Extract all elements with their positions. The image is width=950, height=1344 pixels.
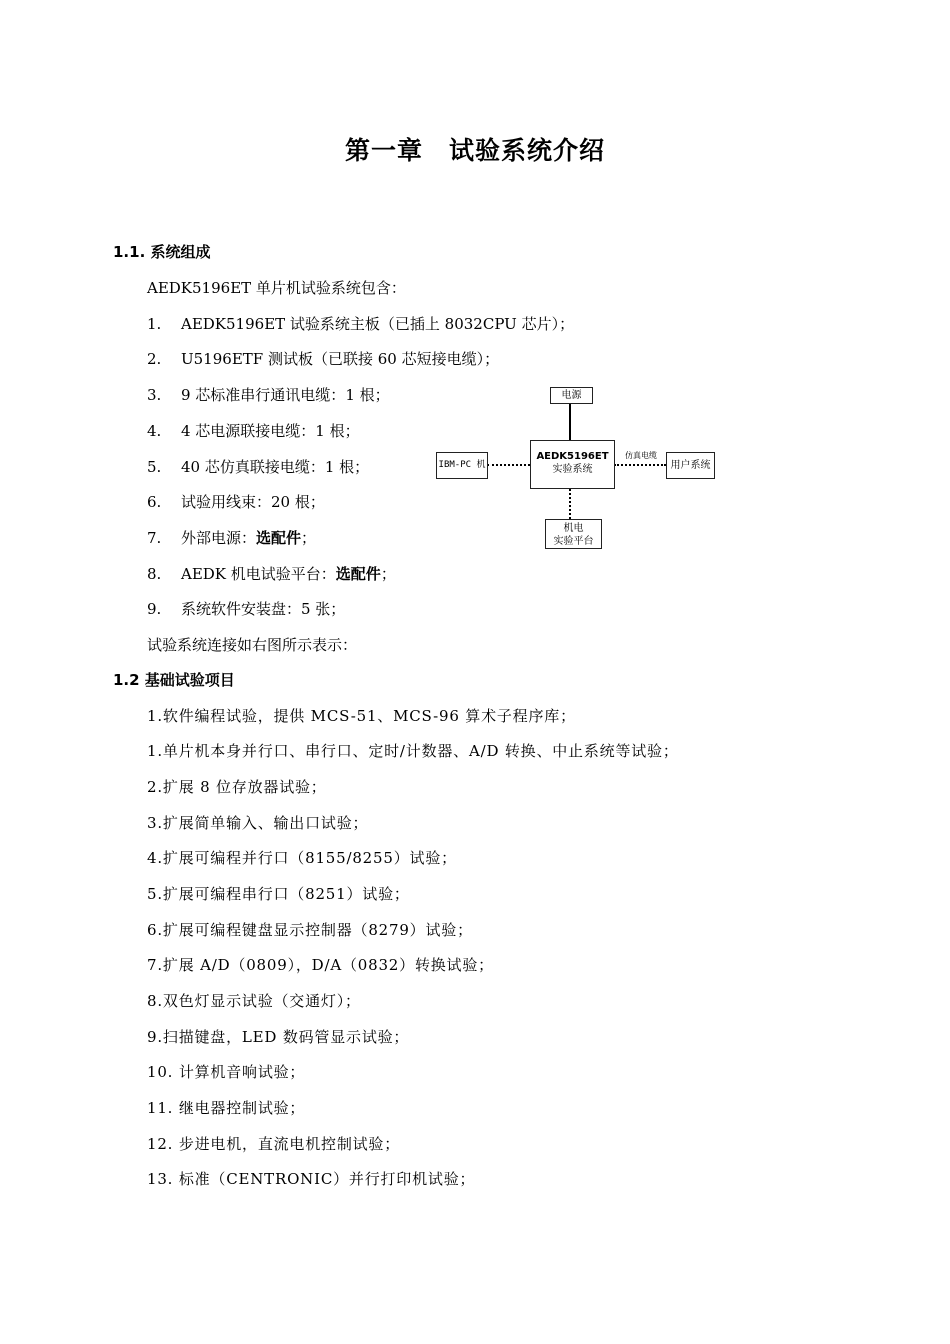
optional-label: 选配件 — [335, 565, 381, 583]
platform-line2: 实验平台 — [553, 536, 594, 547]
experiment-item: 13. 标准（CENTRONIC）并行打印机试验； — [147, 1170, 476, 1188]
pc-link — [487, 464, 530, 466]
list-item-number: 7. — [147, 529, 162, 547]
experiment-item: 8.双色灯显示试验（交通灯）； — [147, 992, 361, 1010]
experiment-item: 6.扩展可编程键盘显示控制器（8279）试验； — [147, 921, 473, 939]
main-system-name: AEDK5196ET — [536, 451, 609, 462]
experiment-item: 7.扩展 A/D（0809），D/A（0832）转换试验； — [147, 956, 494, 974]
list-item-text: AEDK5196ET 试验系统主板（已插上 8032CPU 芯片）； — [181, 315, 575, 333]
list-item-text: AEDK 机电试验平台： — [181, 565, 336, 583]
experiment-item: 10. 计算机音响试验； — [147, 1063, 306, 1081]
section-1-1-outro: 试验系统连接如右图所示表示： — [147, 636, 358, 654]
optional-label: 选配件 — [256, 529, 302, 547]
list-item-text: U5196ETF 测试板（已联接 60 芯短接电缆）； — [181, 350, 500, 368]
chapter-title: 第一章 试验系统介绍 — [344, 136, 605, 165]
list-item — [147, 313, 574, 334]
experiment-item: 2.扩展 8 位存放器试验； — [147, 778, 327, 796]
list-item-number: 3. — [147, 386, 162, 404]
list-item — [147, 348, 499, 369]
section-1-1-intro: AEDK5196ET 单片机试验系统包含： — [147, 279, 406, 297]
list-item — [147, 491, 325, 512]
list-item-text: 外部电源： — [181, 529, 257, 547]
experiment-item: 3.扩展简单输入、输出口试验； — [147, 814, 369, 832]
list-item — [147, 598, 345, 619]
list-item-number: 1. — [147, 315, 162, 333]
list-item-text: 试验用线束：20 根； — [181, 493, 325, 511]
user-link — [614, 464, 666, 466]
list-item-number: 2. — [147, 350, 162, 368]
list-item — [147, 563, 396, 584]
list-item — [147, 456, 369, 477]
platform-link — [569, 489, 571, 519]
list-item-text: 系统软件安装盘：5 张； — [181, 600, 346, 618]
cable-label: 仿真电缆 — [625, 451, 657, 460]
main-system-box — [530, 440, 615, 489]
list-item-tail: ； — [301, 529, 317, 547]
platform-box — [545, 519, 602, 549]
experiment-item: 4.扩展可编程并行口（8155/8255）试验； — [147, 849, 457, 867]
list-item-number: 4. — [147, 422, 162, 440]
list-item-text: 40 芯仿真联接电缆：1 根； — [181, 458, 370, 476]
list-item-number: 6. — [147, 493, 162, 511]
section-1-2-heading: 1.2 基础试验项目 — [113, 671, 235, 689]
list-item-tail: ； — [380, 565, 396, 583]
experiment-item: 9.扫描键盘，LED 数码管显示试验； — [147, 1028, 410, 1046]
power-box: 电源 — [550, 387, 593, 404]
list-item — [147, 384, 390, 405]
list-item — [147, 420, 360, 441]
list-item-text: 4 芯电源联接电缆：1 根； — [181, 422, 360, 440]
power-link — [569, 403, 571, 440]
list-item-number: 5. — [147, 458, 162, 476]
list-item-number: 8. — [147, 565, 162, 583]
list-item — [147, 527, 316, 548]
user-system-box: 用户系统 — [666, 452, 715, 479]
list-item-text: 9 芯标准串行通讯电缆：1 根； — [181, 386, 390, 404]
platform-line1: 机电 — [563, 523, 584, 534]
experiment-item: 11. 继电器控制试验； — [147, 1099, 306, 1117]
list-item-number: 9. — [147, 600, 162, 618]
experiment-item: 1.软件编程试验，提供 MCS-51、MCS-96 算术子程序库； — [147, 707, 576, 725]
section-1-1-heading: 1.1. 系统组成 — [113, 243, 211, 261]
experiment-item: 1.单片机本身并行口、串行口、定时/计数器、A/D 转换、中止系统等试验； — [147, 742, 679, 760]
pc-box: IBM-PC 机 — [436, 452, 488, 479]
experiment-item: 12. 步进电机，直流电机控制试验； — [147, 1135, 401, 1153]
experiment-item: 5.扩展可编程串行口（8251）试验； — [147, 885, 410, 903]
main-system-label: 实验系统 — [552, 464, 593, 475]
